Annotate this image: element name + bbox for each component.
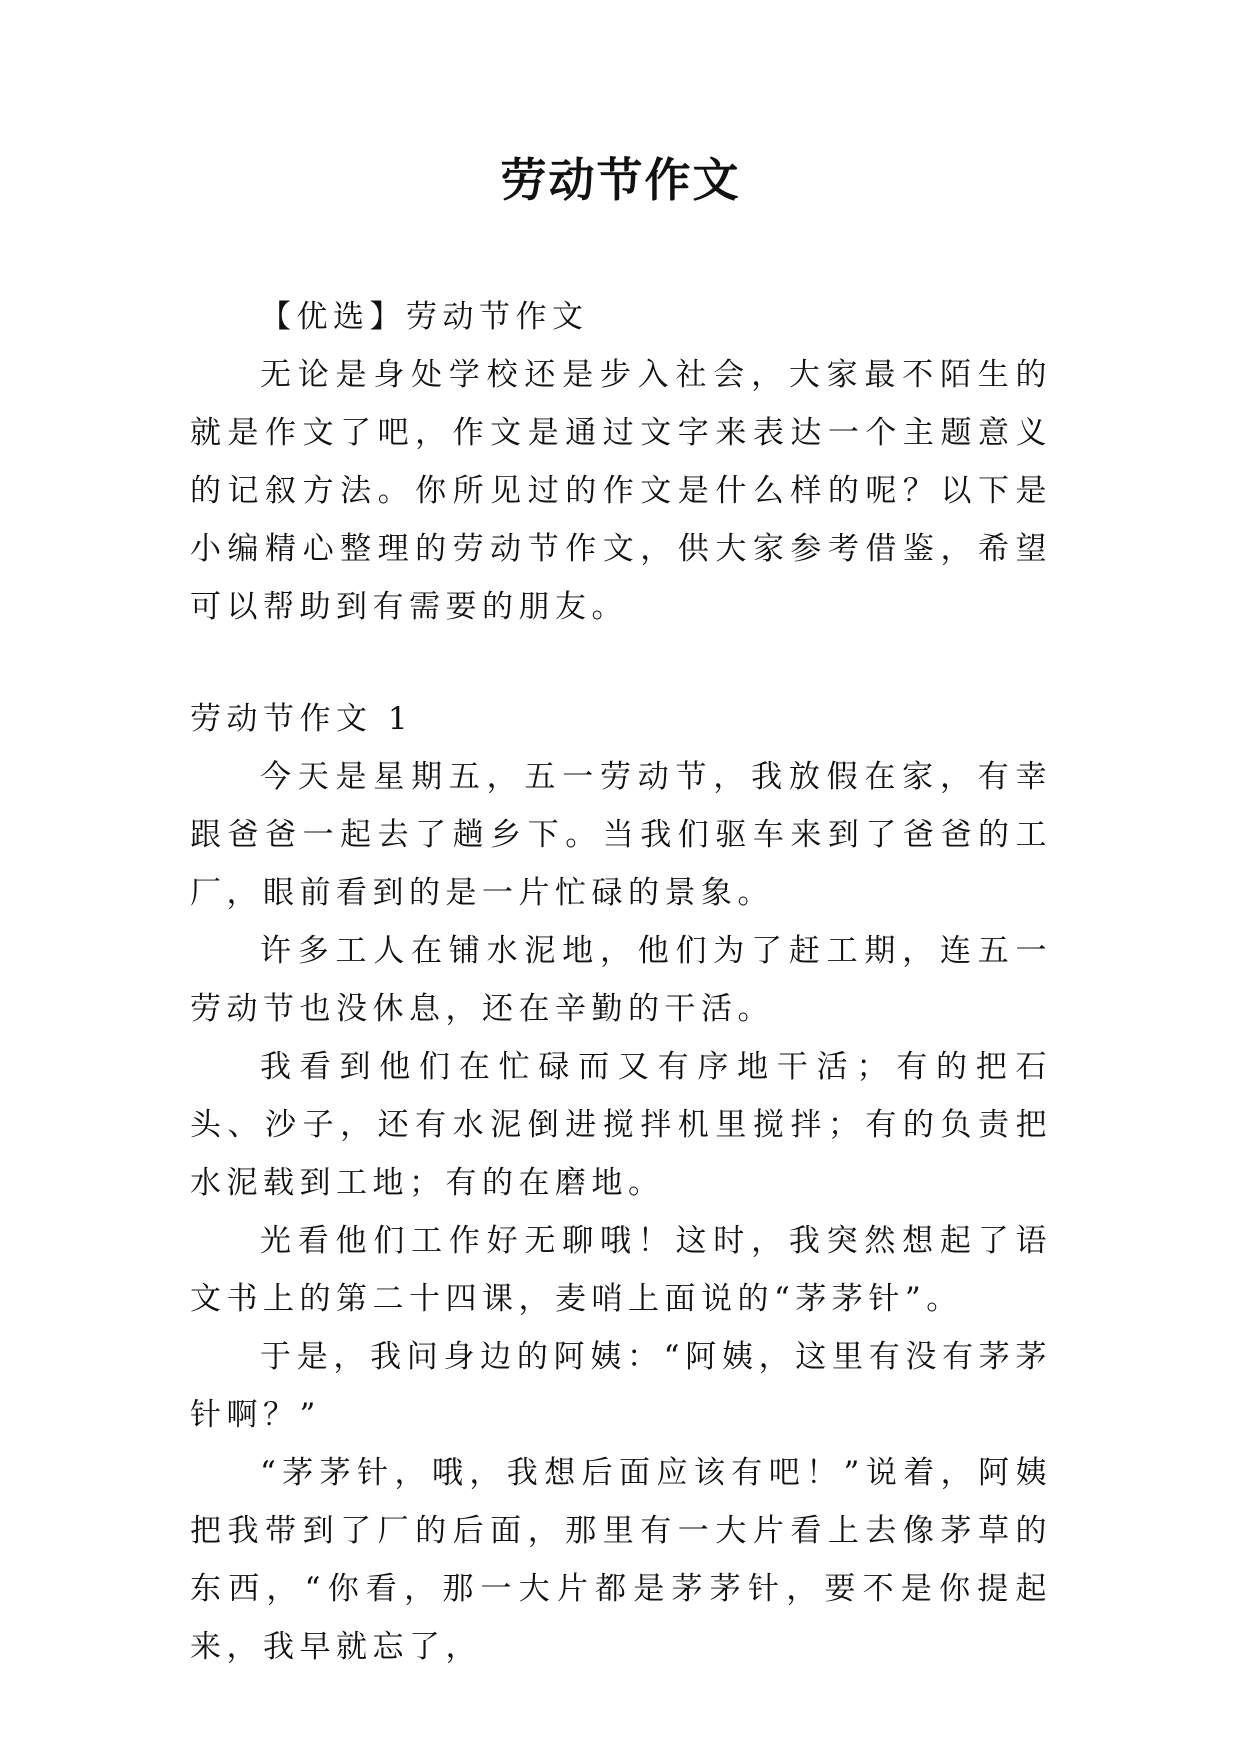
body-paragraph: 于是，我问身边的阿姨：“阿姨，这里有没有茅茅针啊？”: [190, 1339, 1052, 1433]
body-paragraph: “茅茅针，哦，我想后面应该有吧！”说着，阿姨把我带到了厂的后面，那里有一大片看上去像茅草的东西，“你看，那一大片都是茅茅针，要不是你提起来，我早就忘了，: [190, 1455, 1052, 1665]
body-paragraph: 许多工人在铺水泥地，他们为了赶工期，连五一劳动节也没休息，还在辛勤的干活。: [190, 933, 1052, 1027]
section-heading: 劳动节作文 1: [190, 701, 414, 737]
document-subtitle: 【优选】劳动节作文: [260, 299, 589, 335]
document-body: [190, 288, 1052, 1676]
page-title: 劳动节作文: [500, 153, 741, 207]
intro-paragraph: 无论是身处学校还是步入社会，大家最不陌生的就是作文了吧，作文是通过文字来表达一个主题意义的记叙方法。你所见过的作文是什么样的呢？以下是小编精心整理的劳动节作文，供大家参考借鉴，希望可以帮助到有需要的朋友。: [190, 357, 1052, 625]
body-paragraph: 光看他们工作好无聊哦！这时，我突然想起了语文书上的第二十四课，麦哨上面说的“茅茅针”。: [190, 1223, 1052, 1317]
body-paragraph: 我看到他们在忙碌而又有序地干活；有的把石头、沙子，还有水泥倒进搅拌机里搅拌；有的负责把水泥载到工地；有的在磨地。: [190, 1049, 1052, 1201]
body-paragraph: 今天是星期五，五一劳动节，我放假在家，有幸跟爸爸一起去了趟乡下。当我们驱车来到了爸爸的工厂，眼前看到的是一片忙碌的景象。: [190, 759, 1052, 911]
